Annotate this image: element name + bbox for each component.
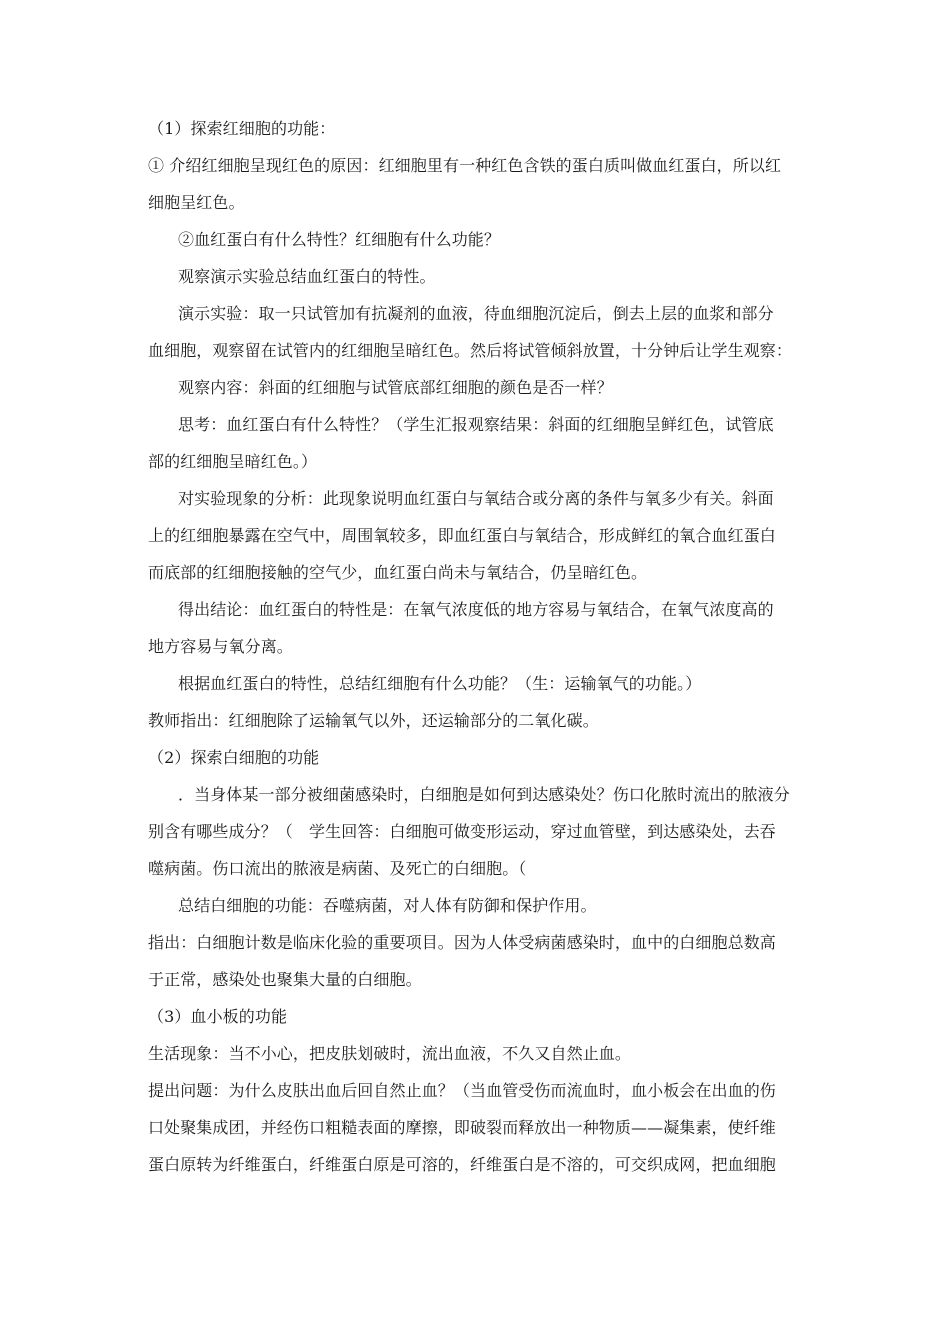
text-line: 观察演示实验总结血红蛋白的特性。 — [178, 267, 436, 286]
text-line: 噬病菌。伤口流出的脓液是病菌、及死亡的白细胞。（ — [148, 859, 527, 878]
text-line: 生活现象：当不小心，把皮肤划破时，流出血液，不久又自然止血。 — [148, 1044, 632, 1063]
text-line: 对实验现象的分析：此现象说明血红蛋白与氧结合或分离的条件与氧多少有关。斜面 — [178, 489, 774, 508]
text-line: 别含有哪些成分？（ 学生回答：白细胞可做变形运动，穿过血管壁，到达感染处，去吞 — [148, 822, 776, 841]
text-line: ．当身体某一部分被细菌感染时，白细胞是如何到达感染处？伤口化脓时流出的脓液分 — [178, 785, 790, 804]
text-line: 思考：血红蛋白有什么特性？（学生汇报观察结果：斜面的红细胞呈鲜红色，试管底 — [178, 415, 774, 434]
text-line: 部的红细胞呈暗红色。） — [148, 452, 318, 471]
text-line: ① 介绍红细胞呈现红色的原因：红细胞里有一种红色含铁的蛋白质叫做血红蛋白，所以红 — [148, 156, 782, 175]
text-line: 细胞呈红色。 — [148, 193, 245, 212]
text-line: 总结白细胞的功能：吞噬病菌，对人体有防御和保护作用。 — [178, 896, 597, 915]
section-heading-3: （3）血小板的功能 — [148, 1007, 288, 1026]
text-line: 观察内容：斜面的红细胞与试管底部红细胞的颜色是否一样？ — [178, 378, 613, 397]
text-line: 得出结论：血红蛋白的特性是：在氧气浓度低的地方容易与氧结合，在氧气浓度高的 — [178, 600, 774, 619]
text-line: 上的红细胞暴露在空气中，周围氧较多，即血红蛋白与氧结合，形成鲜红的氧合血红蛋白 — [148, 526, 776, 545]
text-line: 而底部的红细胞接触的空气少，血红蛋白尚未与氧结合，仍呈暗红色。 — [148, 563, 648, 582]
text-line: ②血红蛋白有什么特性？红细胞有什么功能？ — [178, 230, 501, 249]
text-line: 口处聚集成团，并经伤口粗糙表面的摩擦，即破裂而释放出一种物质——凝集素，使纤维 — [148, 1118, 776, 1137]
document-body — [148, 110, 808, 1183]
text-line: 血细胞，观察留在试管内的红细胞呈暗红色。然后将试管倾斜放置，十分钟后让学生观察： — [148, 341, 793, 360]
section-heading-2: （2）探索白细胞的功能 — [148, 748, 320, 767]
text-line: 提出问题：为什么皮肤出血后回自然止血？（当血管受伤而流血时，血小板会在出血的伤 — [148, 1081, 776, 1100]
section-heading-1: （1）探索红细胞的功能： — [148, 119, 336, 138]
text-line: 蛋白原转为纤维蛋白，纤维蛋白原是可溶的，纤维蛋白是不溶的，可交织成网，把血细胞 — [148, 1155, 776, 1174]
text-line: 于正常，感染处也聚集大量的白细胞。 — [148, 970, 422, 989]
text-line: 教师指出：红细胞除了运输氧气以外，还运输部分的二氧化碳。 — [148, 711, 599, 730]
text-line: 地方容易与氧分离。 — [148, 637, 293, 656]
text-line: 演示实验：取一只试管加有抗凝剂的血液，待血细胞沉淀后，倒去上层的血浆和部分 — [178, 304, 774, 323]
text-line: 指出：白细胞计数是临床化验的重要项目。因为人体受病菌感染时，血中的白细胞总数高 — [148, 933, 776, 952]
text-line: 根据血红蛋白的特性，总结红细胞有什么功能？（生：运输氧气的功能。） — [178, 674, 702, 693]
